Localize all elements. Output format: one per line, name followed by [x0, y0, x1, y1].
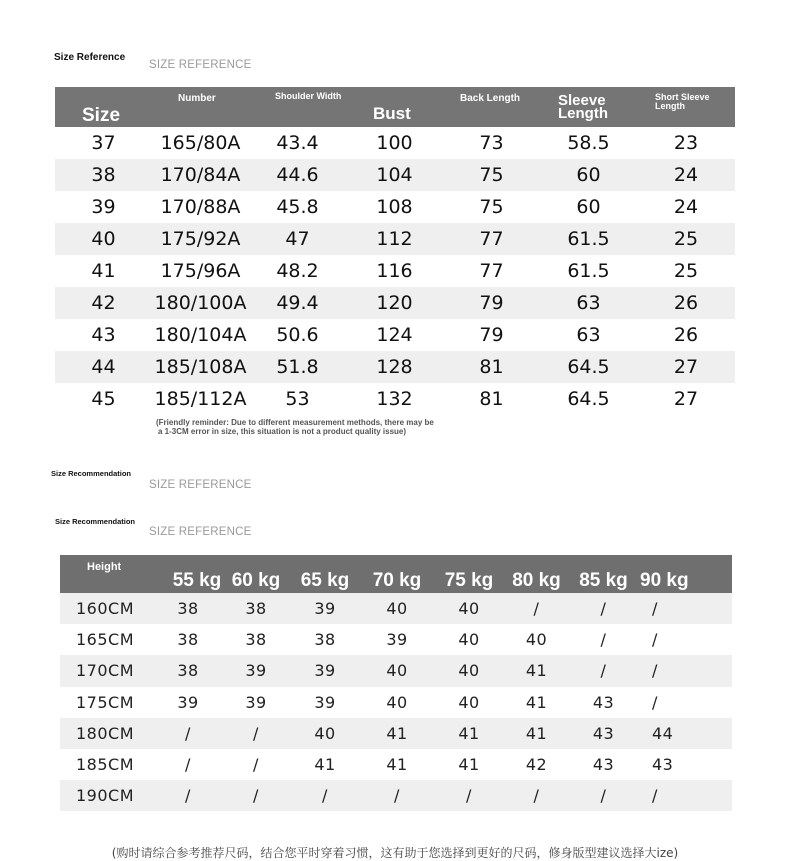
- size-table-row: [55, 223, 735, 255]
- size-table-row: [55, 319, 735, 351]
- size-table-cell: 26: [637, 319, 735, 351]
- header-weight: 60 kg: [222, 555, 290, 593]
- size-table-row: [55, 287, 735, 319]
- height-label: 160CM: [60, 593, 154, 624]
- size-table-cell: 104: [346, 159, 443, 191]
- header-size: Size: [55, 87, 152, 127]
- recommended-size-cell: /: [434, 780, 504, 811]
- size-table-row: [55, 255, 735, 287]
- size-table-cell: 132: [346, 383, 443, 415]
- header-weight: 55 kg: [154, 555, 222, 593]
- recommended-size-cell: /: [222, 749, 290, 780]
- header-weight: 75 kg: [434, 555, 504, 593]
- recommended-size-cell: /: [569, 624, 638, 655]
- size-table-cell: 26: [637, 287, 735, 319]
- size-recommendation-table: [60, 555, 732, 811]
- recommended-size-cell: /: [569, 780, 638, 811]
- recommended-size-cell: 38: [154, 593, 222, 624]
- size-table-cell: 40: [55, 223, 152, 255]
- recommendation-row: [60, 780, 732, 811]
- recommended-size-cell: /: [154, 749, 222, 780]
- size-table-cell: 81: [443, 351, 540, 383]
- size-table-cell: 185/112A: [152, 383, 249, 415]
- recommended-size-cell: /: [569, 655, 638, 686]
- size-table-cell: 45: [55, 383, 152, 415]
- size-table-cell: 124: [346, 319, 443, 351]
- header-height: Height: [60, 555, 154, 593]
- size-table-cell: 79: [443, 287, 540, 319]
- size-table-cell: 48.2: [249, 255, 346, 287]
- size-table-cell: 73: [443, 127, 540, 159]
- recommended-size-cell: 43: [569, 687, 638, 718]
- size-table-cell: 61.5: [540, 223, 637, 255]
- recommended-size-cell: 40: [434, 593, 504, 624]
- recommended-size-cell: /: [154, 780, 222, 811]
- recommendation-row: [60, 749, 732, 780]
- size-recommendation-subtitle-1: SIZE REFERENCE: [149, 479, 252, 491]
- size-recommendation-subtitle-2: SIZE REFERENCE: [149, 526, 252, 538]
- header-bust: Bust: [346, 87, 443, 127]
- recommended-size-cell: 41: [434, 718, 504, 749]
- measurement-note-line-1: (Friendly reminder: Due to different measurement methods, there may be: [156, 418, 434, 427]
- size-table-cell: 51.8: [249, 351, 346, 383]
- recommendation-header-row: [60, 555, 732, 593]
- size-table-row: [55, 351, 735, 383]
- size-table-cell: 120: [346, 287, 443, 319]
- size-table-cell: 180/104A: [152, 319, 249, 351]
- size-table-cell: 100: [346, 127, 443, 159]
- measurement-note-line-2: a 1-3CM error in size, this situation is not a product quality issue): [158, 427, 407, 437]
- recommended-size-cell: 40: [504, 624, 569, 655]
- size-table-cell: 75: [443, 191, 540, 223]
- header-weight: 80 kg: [504, 555, 569, 593]
- size-table-cell: 25: [637, 255, 735, 287]
- recommended-size-cell: 39: [222, 687, 290, 718]
- size-table-cell: 45.8: [249, 191, 346, 223]
- recommended-size-cell: 43: [638, 749, 732, 780]
- recommendation-row: [60, 718, 732, 749]
- recommended-size-cell: 41: [504, 655, 569, 686]
- size-table-cell: 112: [346, 223, 443, 255]
- size-table-cell: 23: [637, 127, 735, 159]
- size-table-row: [55, 191, 735, 223]
- size-table-cell: 47: [249, 223, 346, 255]
- recommended-size-cell: 40: [434, 624, 504, 655]
- recommended-size-cell: 39: [290, 687, 360, 718]
- size-table-cell: 60: [540, 159, 637, 191]
- recommended-size-cell: 38: [154, 624, 222, 655]
- size-table-cell: 25: [637, 223, 735, 255]
- height-label: 190CM: [60, 780, 154, 811]
- recommended-size-cell: /: [154, 718, 222, 749]
- size-table-header-row: [55, 87, 735, 127]
- recommended-size-cell: 41: [504, 718, 569, 749]
- recommended-size-cell: 41: [290, 749, 360, 780]
- size-table-cell: 44.6: [249, 159, 346, 191]
- size-table-cell: 79: [443, 319, 540, 351]
- recommended-size-cell: /: [638, 655, 732, 686]
- size-table-cell: 63: [540, 287, 637, 319]
- size-table-cell: 128: [346, 351, 443, 383]
- size-table-cell: 49.4: [249, 287, 346, 319]
- size-table-cell: 60: [540, 191, 637, 223]
- header-weight: 90 kg: [638, 555, 732, 593]
- size-table-cell: 27: [637, 351, 735, 383]
- size-table-cell: 170/88A: [152, 191, 249, 223]
- size-table-cell: 42: [55, 287, 152, 319]
- recommended-size-cell: 38: [222, 624, 290, 655]
- recommended-size-cell: 40: [290, 718, 360, 749]
- recommended-size-cell: 40: [434, 687, 504, 718]
- recommended-size-cell: /: [638, 687, 732, 718]
- height-label: 185CM: [60, 749, 154, 780]
- size-table-cell: 44: [55, 351, 152, 383]
- recommended-size-cell: 40: [360, 687, 434, 718]
- recommended-size-cell: /: [638, 593, 732, 624]
- header-weight: 70 kg: [360, 555, 434, 593]
- recommended-size-cell: /: [222, 718, 290, 749]
- recommended-size-cell: 38: [222, 593, 290, 624]
- header-number: Number: [152, 87, 249, 127]
- size-table-row: [55, 159, 735, 191]
- recommended-size-cell: /: [504, 780, 569, 811]
- size-reference-subtitle: SIZE REFERENCE: [149, 59, 252, 71]
- height-label: 165CM: [60, 624, 154, 655]
- recommendation-row: [60, 687, 732, 718]
- size-table-cell: 81: [443, 383, 540, 415]
- size-table-cell: 64.5: [540, 351, 637, 383]
- size-table-cell: 53: [249, 383, 346, 415]
- recommended-size-cell: 43: [569, 749, 638, 780]
- size-table-cell: 50.6: [249, 319, 346, 351]
- recommended-size-cell: 40: [360, 655, 434, 686]
- size-table-cell: 175/96A: [152, 255, 249, 287]
- size-table-cell: 108: [346, 191, 443, 223]
- size-table-cell: 58.5: [540, 127, 637, 159]
- size-table-row: [55, 127, 735, 159]
- size-table-cell: 27: [637, 383, 735, 415]
- recommended-size-cell: 39: [360, 624, 434, 655]
- size-table-cell: 24: [637, 191, 735, 223]
- recommended-size-cell: /: [569, 593, 638, 624]
- recommended-size-cell: /: [222, 780, 290, 811]
- recommended-size-cell: /: [290, 780, 360, 811]
- header-shoulder-width: Shoulder Width: [249, 87, 346, 127]
- size-table-cell: 41: [55, 255, 152, 287]
- size-table-cell: 116: [346, 255, 443, 287]
- recommended-size-cell: /: [504, 593, 569, 624]
- recommended-size-cell: 44: [638, 718, 732, 749]
- footer-recommendation-text: (购时请综合参考推荐尺码，结合您平时穿着习惯，这有助于您选择到更好的尺码，修身版型建议选择大ize): [111, 846, 679, 860]
- recommended-size-cell: 39: [290, 593, 360, 624]
- size-table-cell: 38: [55, 159, 152, 191]
- size-reference-title: Size Reference: [54, 52, 126, 63]
- size-table-cell: 39: [55, 191, 152, 223]
- header-weight: 85 kg: [569, 555, 638, 593]
- recommended-size-cell: 41: [360, 718, 434, 749]
- size-recommendation-title-1: Size Recommendation: [51, 469, 132, 478]
- header-short-sleeve-length: Short Sleeve Length: [637, 87, 735, 127]
- header-back-length: Back Length: [443, 87, 540, 127]
- header-weight: 65 kg: [290, 555, 360, 593]
- recommended-size-cell: 39: [154, 687, 222, 718]
- recommended-size-cell: 40: [360, 593, 434, 624]
- size-table-cell: 24: [637, 159, 735, 191]
- recommended-size-cell: 38: [154, 655, 222, 686]
- header-sleeve-length: Sleeve Length: [540, 87, 637, 127]
- height-label: 175CM: [60, 687, 154, 718]
- size-table-cell: 75: [443, 159, 540, 191]
- size-table-cell: 63: [540, 319, 637, 351]
- size-reference-table: [55, 87, 735, 415]
- recommended-size-cell: /: [638, 624, 732, 655]
- size-table-cell: 64.5: [540, 383, 637, 415]
- height-label: 180CM: [60, 718, 154, 749]
- size-table-cell: 165/80A: [152, 127, 249, 159]
- recommendation-row: [60, 624, 732, 655]
- size-table-cell: 37: [55, 127, 152, 159]
- size-table-cell: 43: [55, 319, 152, 351]
- size-table-cell: 185/108A: [152, 351, 249, 383]
- recommended-size-cell: 40: [434, 655, 504, 686]
- recommended-size-cell: 39: [222, 655, 290, 686]
- measurement-note: [156, 418, 646, 436]
- recommendation-row: [60, 593, 732, 624]
- recommended-size-cell: 38: [290, 624, 360, 655]
- recommended-size-cell: 41: [360, 749, 434, 780]
- height-label: 170CM: [60, 655, 154, 686]
- recommended-size-cell: 41: [434, 749, 504, 780]
- size-table-cell: 180/100A: [152, 287, 249, 319]
- recommendation-row: [60, 655, 732, 686]
- size-table-cell: 175/92A: [152, 223, 249, 255]
- size-table-cell: 43.4: [249, 127, 346, 159]
- recommended-size-cell: 42: [504, 749, 569, 780]
- recommended-size-cell: 39: [290, 655, 360, 686]
- size-recommendation-title-2: Size Recommendation: [55, 517, 136, 526]
- size-table-cell: 61.5: [540, 255, 637, 287]
- recommended-size-cell: 41: [504, 687, 569, 718]
- recommended-size-cell: /: [360, 780, 434, 811]
- size-table-cell: 170/84A: [152, 159, 249, 191]
- recommended-size-cell: 43: [569, 718, 638, 749]
- size-table-row: [55, 383, 735, 415]
- size-table-cell: 77: [443, 223, 540, 255]
- size-table-cell: 77: [443, 255, 540, 287]
- recommended-size-cell: /: [638, 780, 732, 811]
